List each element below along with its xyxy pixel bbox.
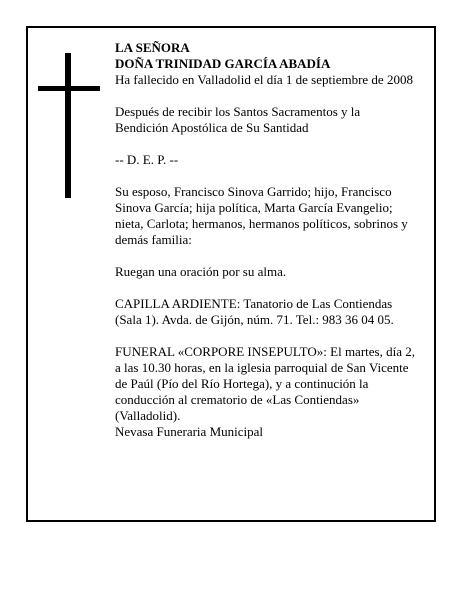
family-paragraph: Su esposo, Francisco Sinova Garrido; hijo, Francisco Sinova García; hija política, Marta García Evangelio; nieta, Carlota; hermanos, hermanos políticos, sobrinos y demás familia: <box>115 184 408 247</box>
cross-horizontal-bar <box>38 86 100 91</box>
paragraph-gap <box>115 88 415 104</box>
paragraph-gap <box>115 280 415 296</box>
cross-vertical-bar <box>65 53 71 198</box>
obituary-text-block <box>115 40 415 440</box>
deceased-name: DOÑA TRINIDAD GARCÍA ABADÍA <box>115 56 331 71</box>
rest-in-peace: -- D. E. P. -- <box>115 152 179 167</box>
paragraph-gap <box>115 328 415 344</box>
prayer-request: Ruegan una oración por su alma. <box>115 264 287 279</box>
sacraments-paragraph: Después de recibir los Santos Sacramentos y la Bendición Apostólica de Su Santidad <box>115 104 361 135</box>
chapel-details: CAPILLA ARDIENTE: Tanatorio de Las Contiendas (Sala 1). Avda. de Gijón, núm. 71. Tel.: 983 36 04 05. <box>115 296 394 327</box>
latin-cross-icon <box>38 53 100 198</box>
paragraph-gap <box>115 136 415 152</box>
funeral-details: FUNERAL «CORPORE INSEPULTO»: El martes, día 2, a las 10.30 horas, en la iglesia parroquial de San Vicente de Paúl (Pío del Río Hortega), y a continución la conducción al crematorio de «Las Contiendas» (Valladolid). <box>115 344 415 423</box>
paragraph-gap <box>115 248 415 264</box>
notice-title-line-1: LA SEÑORA <box>115 40 190 55</box>
funeral-home: Nevasa Funeraria Municipal <box>115 424 264 439</box>
death-notice: Ha fallecido en Valladolid el día 1 de septiembre de 2008 <box>115 72 413 87</box>
paragraph-gap <box>115 168 415 184</box>
